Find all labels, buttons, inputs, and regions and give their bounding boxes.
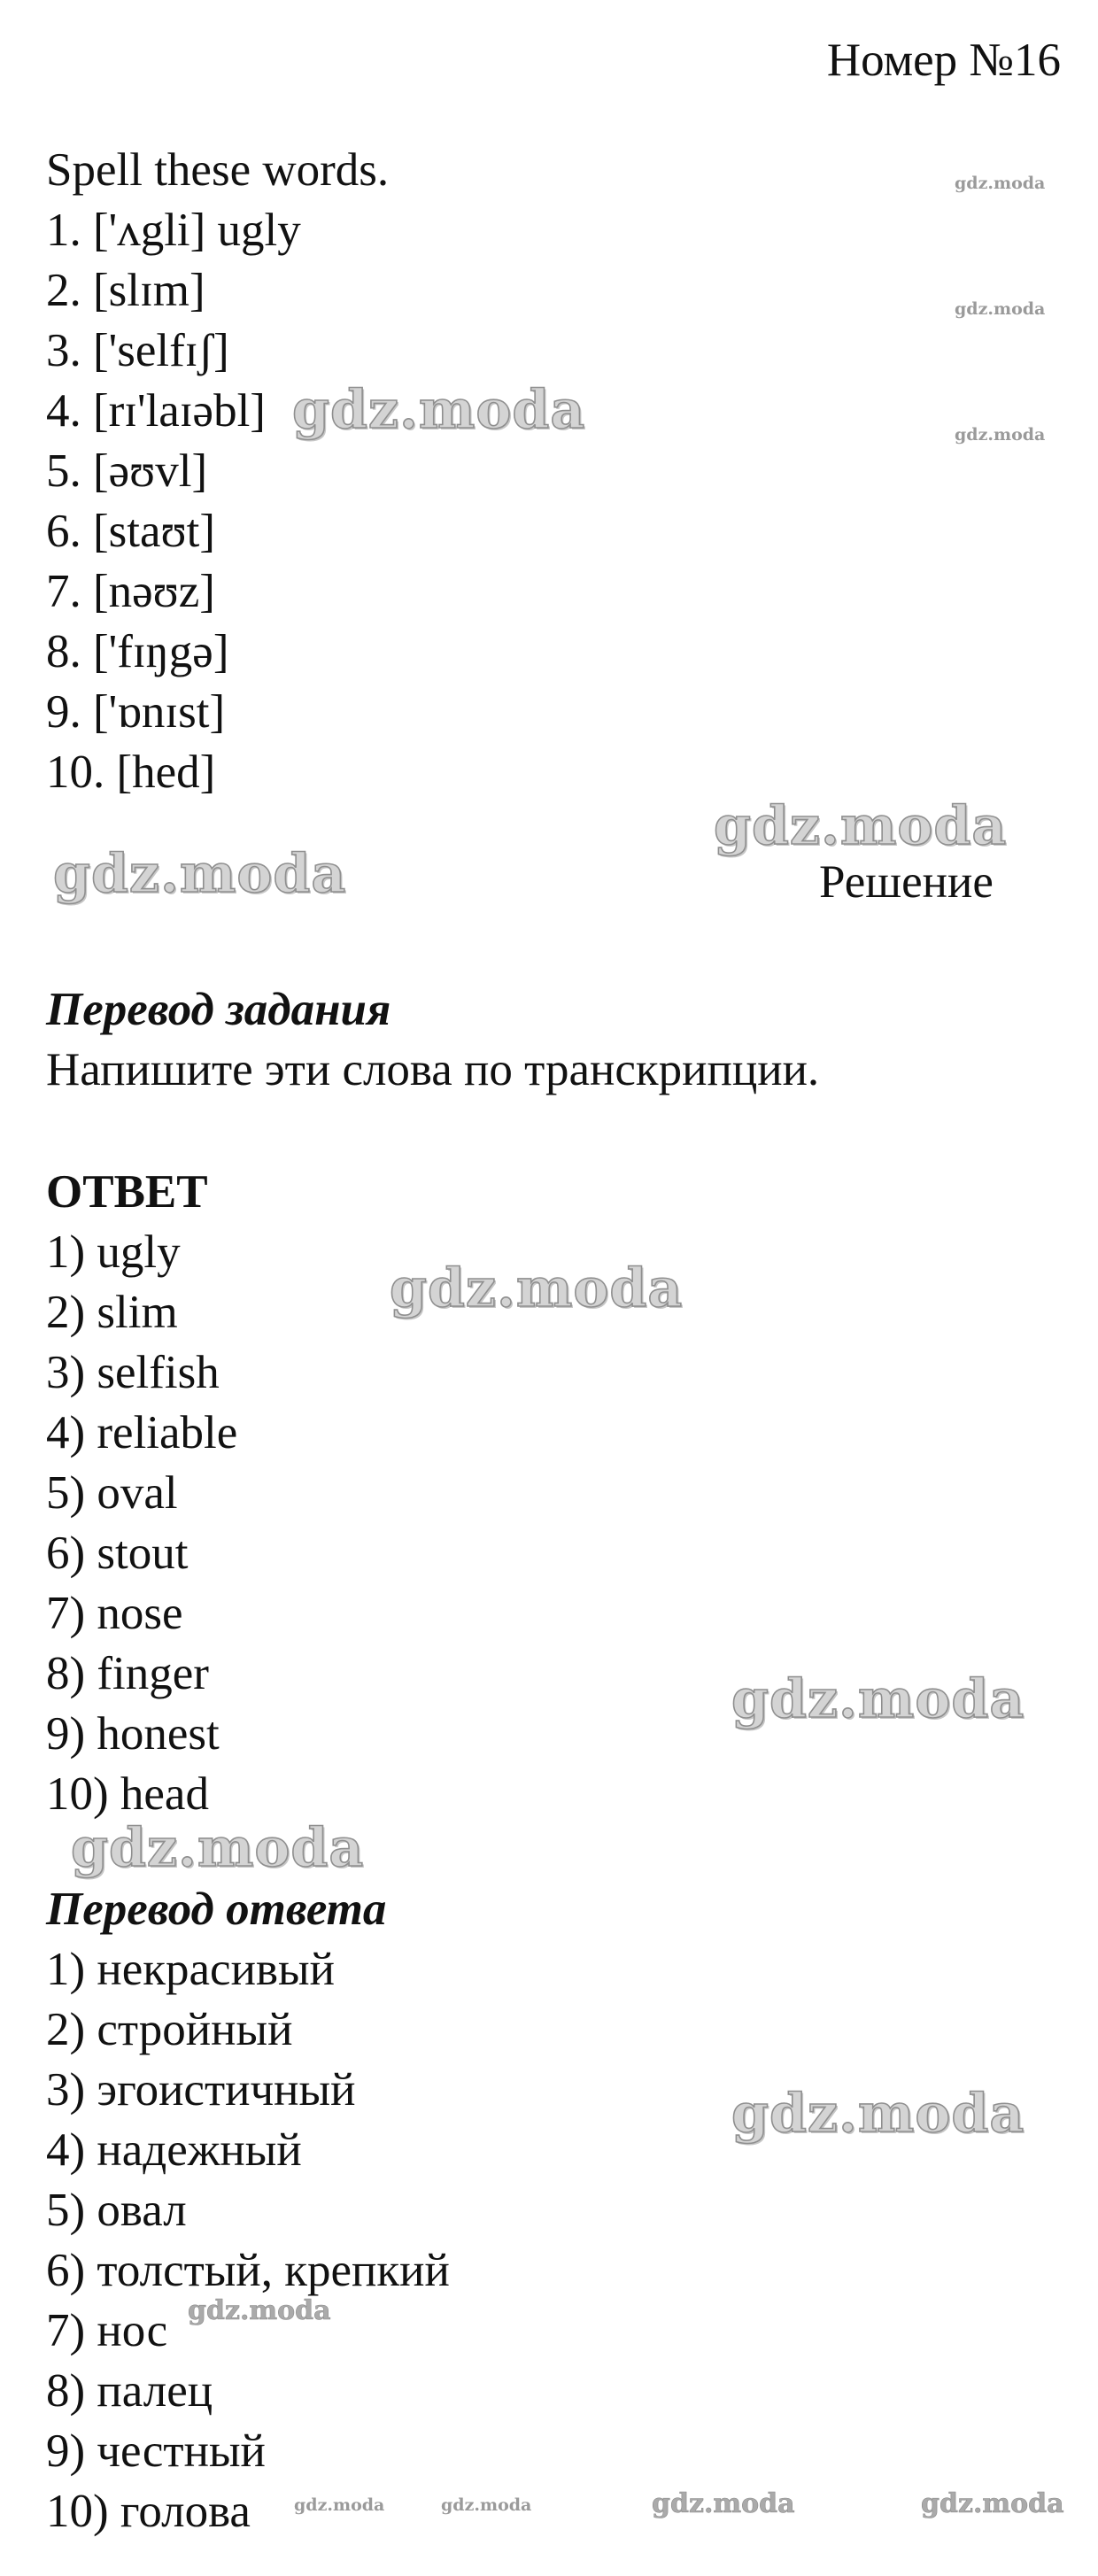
watermark: gdz.moda — [714, 795, 1008, 857]
answer-item: 1) ugly — [46, 1226, 181, 1278]
task-item: 5. [əʊvl] — [46, 445, 208, 497]
task-item: 8. ['fɪŋgə] — [46, 626, 229, 677]
answer-item: 10) head — [46, 1768, 209, 1820]
task-instruction: Spell these words. — [46, 144, 390, 196]
answer-translation-item: 3) эгоистичный — [46, 2064, 356, 2116]
task-translation-heading: Перевод задания — [46, 984, 391, 1035]
answer-translation-item: 6) толстый, крепкий — [46, 2245, 450, 2296]
answer-translation-item: 9) честный — [46, 2425, 266, 2477]
answer-translation-item: 10) голова — [46, 2486, 251, 2537]
watermark: gdz.moda — [292, 379, 586, 441]
answer-translation-item: 4) надежный — [46, 2124, 302, 2176]
answer-translation-heading: Перевод ответа — [46, 1884, 387, 1935]
answer-item: 6) stout — [46, 1528, 189, 1579]
task-item: 9. ['ɒnɪst] — [46, 686, 226, 738]
watermark: gdz.moda — [731, 1668, 1025, 1730]
task-item: 10. [hed] — [46, 746, 216, 798]
answer-translation-item: 7) нос — [46, 2305, 168, 2356]
task-item: 4. [rɪ'laɪəbl] — [46, 385, 266, 437]
watermark: gdz.moda — [71, 1817, 365, 1879]
answer-item: 5) oval — [46, 1467, 178, 1519]
answer-translation-item: 8) палец — [46, 2365, 213, 2417]
task-item: 3. ['selfɪʃ] — [46, 325, 229, 376]
answer-item: 4) reliable — [46, 1407, 238, 1458]
solution-label: Решение — [819, 856, 994, 908]
task-item: 7. [nəʊz] — [46, 566, 215, 617]
watermark: gdz.moda — [921, 2488, 1064, 2519]
task-item: 6. [staʊt] — [46, 506, 215, 557]
answer-translation-item: 1) некрасивый — [46, 1944, 335, 1995]
watermark: gdz.moda — [731, 2083, 1025, 2145]
answer-item: 9) honest — [46, 1708, 220, 1760]
watermark: gdz.moda — [955, 299, 1046, 319]
task-item: 1. ['ʌgli] ugly — [46, 205, 301, 256]
answer-item: 3) selfish — [46, 1347, 220, 1398]
watermark: gdz.moda — [390, 1257, 684, 1319]
watermark: gdz.moda — [955, 425, 1046, 445]
answer-translation-item: 2) стройный — [46, 2004, 293, 2055]
task-item: 2. [slɪm] — [46, 265, 205, 316]
answer-translation-item: 5) овал — [46, 2185, 187, 2236]
answer-item: 8) finger — [46, 1648, 209, 1699]
answer-item: 7) nose — [46, 1588, 183, 1639]
watermark: gdz.moda — [652, 2488, 795, 2519]
task-translation-text: Напишите эти слова по транскрипции. — [46, 1044, 820, 1095]
watermark: gdz.moda — [294, 2495, 385, 2515]
answer-item: 2) slim — [46, 1287, 178, 1338]
task-number: Номер №16 — [826, 35, 1061, 86]
answer-heading: ОТВЕТ — [46, 1166, 208, 1218]
watermark: gdz.moda — [955, 174, 1046, 193]
watermark: gdz.moda — [441, 2495, 532, 2515]
watermark: gdz.moda — [53, 843, 347, 905]
watermark: gdz.moda — [188, 2295, 331, 2326]
